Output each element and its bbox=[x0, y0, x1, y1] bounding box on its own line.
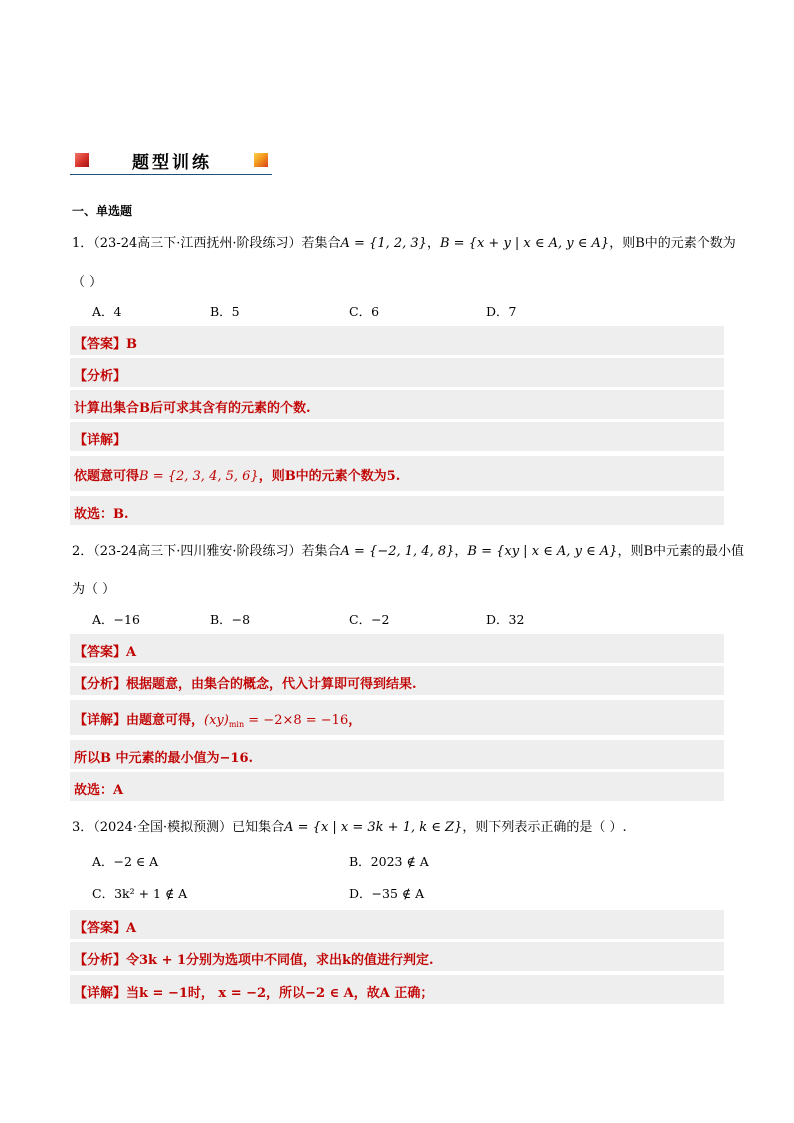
red-square-icon bbox=[75, 153, 89, 167]
q3-detail: 【详解】当k = −1时， x = −2，所以−2 ∈ A，故A 正确； bbox=[74, 986, 434, 1001]
q2-option-b: B．−8 bbox=[210, 612, 251, 627]
section-title: 一、单选题 bbox=[72, 204, 133, 218]
q3-option-b: B．2023 ∉ A bbox=[349, 854, 429, 869]
q1-option-b: B．5 bbox=[210, 304, 240, 319]
q2-answer-row bbox=[70, 634, 724, 663]
q1-choice: 故选：B. bbox=[74, 507, 129, 522]
orange-square-icon bbox=[254, 153, 268, 167]
header-underline bbox=[70, 174, 272, 175]
q1-answer-row bbox=[70, 326, 724, 355]
q2-choice: 故选：A bbox=[74, 783, 124, 798]
q2-detail: 【详解】由题意可得，$(xy)_{min} = -2\times 8 = -16$， bbox=[74, 713, 362, 729]
q3-option-c: C．3k² + 1 ∉ A bbox=[92, 886, 188, 901]
header-title: 题型训练 bbox=[132, 153, 212, 173]
q1-detail-label-row bbox=[70, 422, 724, 451]
q1-detail-label: 【详解】 bbox=[74, 433, 127, 448]
q2-option-a: A．−16 bbox=[92, 612, 140, 627]
q2-analysis: 【分析】根据题意，由集合的概念，代入计算即可得到结果. bbox=[74, 677, 417, 692]
q2-option-c: C．−2 bbox=[349, 612, 390, 627]
q1-stem: 1．（23-24高三下·江西抚州·阶段练习）若集合A = {1, 2, 3}，B = {x + y | x ∈ A, y ∈ A}，则B中的元素个数为 bbox=[72, 236, 736, 251]
q2-stem: 2．（23-24高三下·四川雅安·阶段练习）若集合A = {−2, 1, 4, 8}，B = {xy | x ∈ A, y ∈ A}，则B中元素的最小值 bbox=[72, 544, 745, 559]
q1-option-c: C．6 bbox=[349, 304, 380, 319]
q2-option-d: D．32 bbox=[486, 612, 525, 627]
q2-choice-row bbox=[70, 772, 724, 801]
q2-answer: 【答案】A bbox=[74, 645, 137, 660]
q3-option-a: A．−2 ∈ A bbox=[92, 854, 159, 869]
q1-analysis: 计算出集合B后可求其含有的元素的个数. bbox=[74, 401, 311, 416]
q1-answer: 【答案】B bbox=[74, 337, 137, 352]
q3-stem: 3．（2024·全国·模拟预测）已知集合A = {x | x = 3k + 1, k ∈ Z}，则下列表示正确的是（ ）. bbox=[72, 820, 627, 835]
q3-analysis: 【分析】令3k + 1分别为选项中不同值，求出k的值进行判定. bbox=[74, 953, 434, 968]
q1-analysis-label: 【分析】 bbox=[74, 369, 127, 384]
q1-detail: 依题意可得B = {2, 3, 4, 5, 6}，则B中的元素个数为5. bbox=[74, 469, 401, 484]
q3-answer: 【答案】A bbox=[74, 921, 137, 936]
q1-paren: （ ） bbox=[72, 275, 103, 290]
q1-option-a: A．4 bbox=[92, 304, 122, 319]
section-header bbox=[70, 148, 272, 178]
q1-analysis-label-row bbox=[70, 358, 724, 387]
q1-option-d: D．7 bbox=[486, 304, 517, 319]
q3-option-d: D．−35 ∉ A bbox=[349, 886, 425, 901]
q1-choice-row bbox=[70, 496, 724, 525]
q2-detail-line2: 所以B 中元素的最小值为−16. bbox=[74, 751, 254, 766]
q2-stem-line2: 为（ ） bbox=[72, 582, 116, 597]
q3-answer-row bbox=[70, 910, 724, 939]
